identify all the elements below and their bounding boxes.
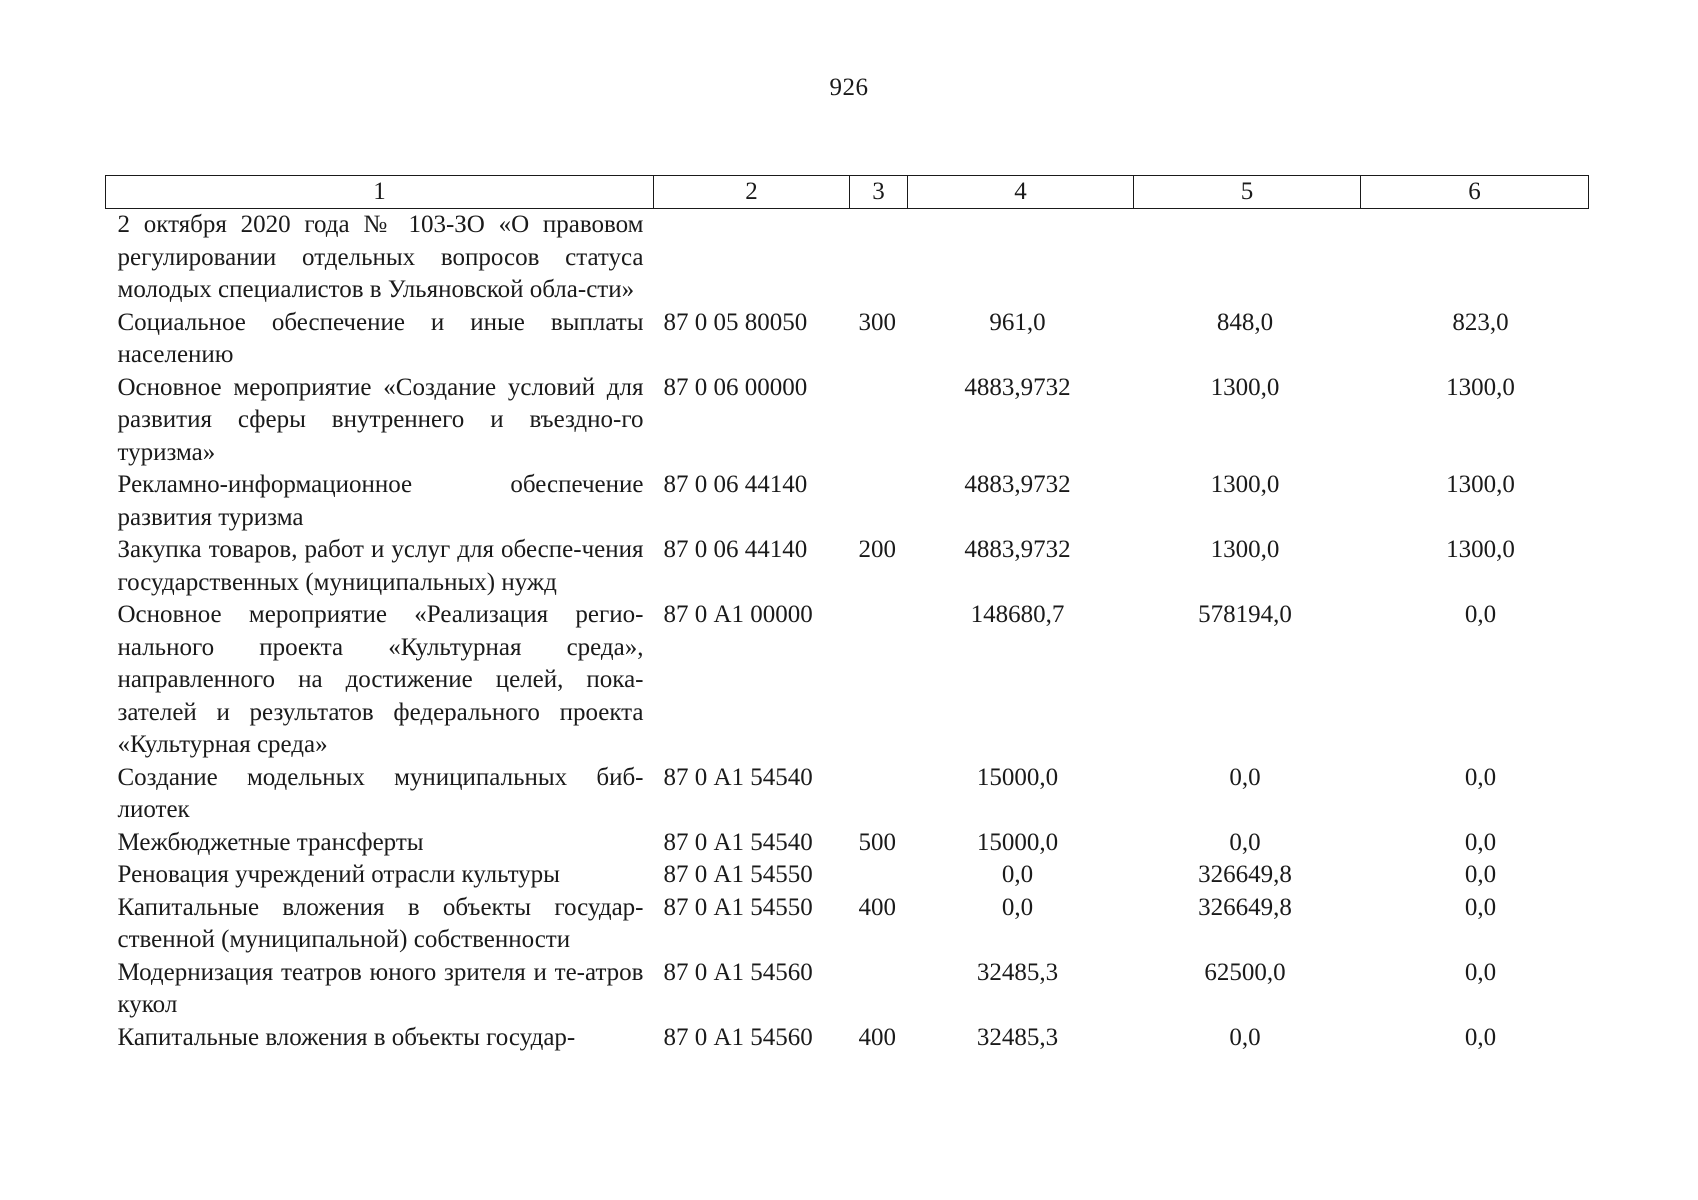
cell-amount-year-1: 961,0 [989, 308, 1046, 336]
cell-code: 87 0 А1 54550 [663, 893, 813, 921]
cell-amount-year-2: 326649,8 [1198, 893, 1292, 921]
cell-amount-year-1: 15000,0 [976, 828, 1059, 856]
cell-amount-year-1: 0,0 [1001, 893, 1034, 921]
cell-expense-type [850, 599, 908, 762]
cell-expense-type [850, 372, 908, 470]
table-row [106, 469, 1589, 534]
cell-expense-type: 200 [858, 536, 896, 563]
cell-code: 87 0 А1 00000 [663, 601, 813, 628]
cell-expense-type: 400 [858, 893, 896, 921]
cell-amount-year-1: 32485,3 [976, 1023, 1059, 1051]
cell-name: Основное мероприятие «Реализация регио-нального проекта «Культурная среда», направленного на достижение целей, пока-зателей и результатов федерального проекта «Культурная среда» [117, 601, 644, 758]
header-row [106, 176, 1589, 209]
cell-amount-year-1: 4883,9732 [964, 373, 1071, 401]
cell-code: 87 0 05 80050 [663, 308, 808, 336]
cell-amount-year-1: 32485,3 [976, 958, 1059, 986]
cell-amount-year-3: 0,0 [1464, 763, 1497, 791]
cell-amount-year-3: 0,0 [1464, 1023, 1497, 1051]
cell-amount-year-2 [1134, 209, 1361, 307]
cell-amount-year-3: 0,0 [1464, 861, 1497, 888]
cell-name: Социальное обеспечение и иные выплаты населению [117, 308, 644, 368]
cell-code: 87 0 А1 54560 [663, 1023, 813, 1051]
cell-amount-year-1: 4883,9732 [964, 536, 1071, 563]
cell-name: Капитальные вложения в объекты государ- [117, 1023, 576, 1051]
table-row [106, 534, 1589, 599]
cell-amount-year-2: 326649,8 [1198, 861, 1292, 888]
cell-amount-year-1 [908, 209, 1134, 307]
cell-code: 87 0 А1 54540 [663, 828, 813, 856]
table-row [106, 307, 1589, 372]
cell-amount-year-3: 0,0 [1464, 893, 1497, 921]
cell-expense-type [850, 469, 908, 534]
table-row [106, 957, 1589, 1022]
cell-name: Модернизация театров юного зрителя и те-атров кукол [117, 958, 644, 1018]
cell-name: 2 октября 2020 года № 103-ЗО «О правовом регулировании отдельных вопросов статуса молодых специалистов в Ульяновской обла-сти» [117, 211, 644, 303]
cell-amount-year-3: 823,0 [1452, 308, 1509, 336]
cell-amount-year-3: 0,0 [1464, 601, 1497, 628]
cell-amount-year-2: 0,0 [1229, 1023, 1261, 1051]
cell-expense-type: 300 [858, 308, 896, 336]
table-row [106, 892, 1589, 957]
table-row [106, 372, 1589, 470]
cell-expense-type [850, 762, 908, 827]
column-header-4: 4 [908, 176, 1134, 209]
cell-name: Создание модельных муниципальных биб-лиотек [117, 763, 644, 823]
cell-amount-year-2: 1300,0 [1210, 471, 1280, 498]
cell-amount-year-3: 1300,0 [1446, 373, 1515, 401]
page-number: 926 [829, 74, 869, 101]
cell-name: Основное мероприятие «Создание условий для развития сферы внутреннего и въездно-го туризма» [117, 373, 644, 466]
column-header-6: 6 [1361, 176, 1589, 209]
cell-amount-year-3 [1361, 209, 1589, 307]
column-header-3: 3 [850, 176, 908, 209]
cell-amount-year-3: 1300,0 [1446, 536, 1515, 563]
cell-expense-type [850, 209, 908, 307]
cell-name: Закупка товаров, работ и услуг для обеспе-чения государственных (муниципальных) нужд [117, 536, 644, 596]
cell-code: 87 0 06 44140 [663, 471, 808, 498]
table-body [106, 209, 1589, 1055]
budget-table [105, 175, 1589, 1054]
cell-expense-type: 500 [858, 828, 896, 856]
table-row [106, 762, 1589, 827]
cell-amount-year-2: 0,0 [1229, 763, 1261, 791]
table-row [106, 1022, 1589, 1055]
cell-amount-year-1: 0,0 [1001, 861, 1034, 888]
cell-amount-year-2: 0,0 [1229, 828, 1261, 856]
table-row [106, 209, 1589, 307]
cell-amount-year-3: 0,0 [1464, 958, 1497, 986]
cell-code: 87 0 А1 54560 [663, 958, 813, 986]
cell-name: Межбюджетные трансферты [117, 828, 424, 856]
cell-amount-year-2: 1300,0 [1210, 373, 1280, 401]
column-header-5: 5 [1134, 176, 1361, 209]
table-header [106, 176, 1589, 209]
cell-expense-type [850, 957, 908, 1022]
cell-expense-type [850, 859, 908, 892]
cell-name: Рекламно-информационное обеспечение развития туризма [117, 471, 644, 531]
cell-expense-type: 400 [858, 1023, 896, 1051]
cell-name: Капитальные вложения в объекты государ-ственной (муниципальной) собственности [117, 893, 644, 953]
cell-amount-year-2: 1300,0 [1210, 536, 1280, 563]
cell-code [654, 209, 850, 307]
cell-amount-year-2: 578194,0 [1198, 601, 1292, 628]
table-row [106, 599, 1589, 762]
cell-name: Реновация учреждений отрасли культуры [117, 861, 560, 888]
cell-amount-year-1: 148680,7 [970, 601, 1065, 628]
column-header-1: 1 [106, 176, 654, 209]
cell-amount-year-3: 0,0 [1464, 828, 1497, 856]
column-header-2: 2 [654, 176, 850, 209]
cell-amount-year-1: 15000,0 [976, 763, 1059, 791]
cell-amount-year-3: 1300,0 [1446, 471, 1515, 498]
table-row [106, 859, 1589, 892]
cell-code: 87 0 06 44140 [663, 536, 808, 563]
cell-code: 87 0 06 00000 [663, 373, 808, 401]
cell-amount-year-1: 4883,9732 [964, 471, 1071, 498]
cell-code: 87 0 А1 54550 [663, 861, 813, 888]
cell-code: 87 0 А1 54540 [663, 763, 813, 791]
cell-amount-year-2: 62500,0 [1204, 958, 1286, 986]
cell-amount-year-2: 848,0 [1216, 308, 1274, 336]
table-row [106, 827, 1589, 860]
